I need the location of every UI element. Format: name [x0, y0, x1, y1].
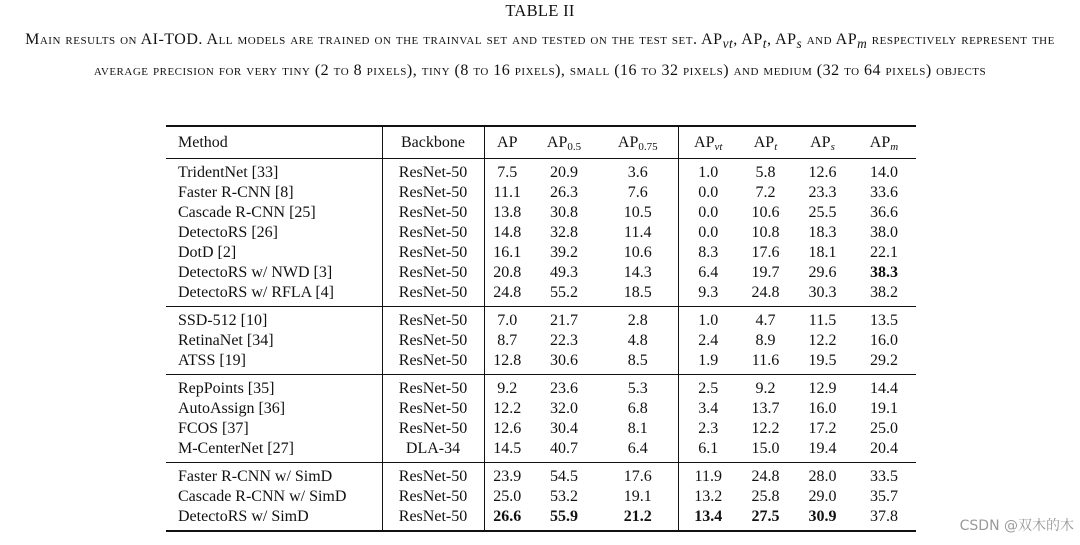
cell-apt: 10.6: [751, 204, 780, 221]
csdn-watermark: CSDN @双木的木: [959, 518, 1074, 534]
best-value: 26.6: [493, 508, 522, 525]
table-row: [166, 463, 916, 488]
cell-ap05: 22.3: [550, 332, 578, 349]
cell-backbone: ResNet-50: [382, 307, 484, 332]
cell-backbone: ResNet-50: [382, 283, 484, 307]
cell-aps: 23.3: [808, 184, 837, 201]
cell-apt: 25.8: [751, 488, 780, 505]
best-value: 38.3: [870, 264, 898, 281]
cell-backbone: ResNet-50: [382, 487, 484, 507]
cell-ap: 12.6: [493, 420, 522, 437]
cell-ap075: 8.5: [598, 351, 678, 375]
table-row: [166, 351, 916, 375]
cell-aps: 12.9: [808, 380, 837, 397]
row-group: [166, 463, 916, 532]
cell-apvt: 6.4: [698, 264, 719, 281]
cell-apt: 17.6: [751, 244, 780, 261]
header-row: [166, 126, 916, 159]
cell-ap075: 19.1: [598, 487, 678, 507]
cell-ap05: 21.7: [550, 312, 578, 329]
cell-method: ATSS [19]: [166, 351, 382, 375]
caption-sep2: , AP: [766, 31, 797, 48]
cell-ap05: 39.2: [550, 244, 578, 261]
table-caption: [4, 27, 1076, 84]
cell-backbone: ResNet-50: [382, 203, 484, 223]
cell-apm: 25.0: [870, 420, 898, 437]
cell-apm: 36.6: [870, 204, 898, 221]
cell-aps: [793, 507, 852, 531]
table-row: [166, 375, 916, 400]
cell-aps: 25.5: [808, 204, 837, 221]
caption-sub-t: t: [762, 36, 767, 52]
cell-backbone: ResNet-50: [382, 183, 484, 203]
cell-ap075: 14.3: [598, 263, 678, 283]
caption-sep3: and AP: [802, 31, 858, 48]
table-row: [166, 331, 916, 351]
cell-aps: 28.0: [808, 468, 837, 485]
cell-ap: 7.0: [497, 312, 518, 329]
cell-method: RepPoints [35]: [166, 375, 382, 400]
table-label: TABLE II: [505, 1, 575, 20]
cell-method: DetectoRS w/ SimD: [166, 507, 382, 531]
cell-apt: 5.8: [755, 164, 776, 181]
cell-apt: 8.9: [755, 332, 776, 349]
cell-ap05: 30.6: [550, 352, 578, 369]
cell-ap05: 54.5: [550, 468, 578, 485]
cell-ap: 12.8: [493, 352, 522, 369]
cell-apvt: 11.9: [694, 468, 722, 485]
cell-ap05: 32.8: [550, 224, 578, 241]
cell-ap075: 3.6: [598, 159, 678, 184]
cell-ap05: 30.8: [550, 204, 578, 221]
cell-aps: 11.5: [808, 312, 837, 329]
caption-sub-vt: vt: [722, 36, 734, 52]
cell-aps: 19.5: [808, 352, 837, 369]
cell-aps: 17.2: [808, 420, 837, 437]
cell-apt: 12.2: [751, 420, 780, 437]
caption-part1: Main results on AI-TOD. All models are trained on the trainval set and tested on the test set. AP: [25, 31, 723, 48]
cell-apvt: 3.4: [698, 400, 719, 417]
header-backbone: Backbone: [382, 126, 484, 159]
header-apt-base: AP: [753, 133, 775, 151]
cell-aps: 19.4: [808, 440, 837, 457]
cell-ap075: 18.5: [598, 283, 678, 307]
cell-ap075: [598, 507, 678, 531]
cell-ap075: 2.8: [598, 307, 678, 332]
cell-ap075: 4.8: [598, 331, 678, 351]
cell-apm: 29.2: [870, 352, 898, 369]
cell-method: SSD-512 [10]: [166, 307, 382, 332]
cell-apt: 19.7: [751, 264, 780, 281]
cell-apt: 24.8: [751, 284, 780, 301]
cell-ap05: 40.7: [550, 440, 578, 457]
cell-ap: 13.8: [493, 204, 522, 221]
cell-ap: 14.5: [493, 440, 522, 457]
caption-sub-m: m: [857, 36, 868, 52]
cell-apm: 14.4: [870, 380, 898, 397]
cell-apt: 24.8: [751, 468, 780, 485]
cell-ap: 9.2: [497, 380, 518, 397]
row-group: [166, 159, 916, 307]
cell-ap05: 49.3: [550, 264, 578, 281]
table-row: [166, 399, 916, 419]
cell-apt: 11.6: [751, 352, 780, 369]
cell-apvt: 2.3: [698, 420, 719, 437]
table-row: [166, 419, 916, 439]
table-row: [166, 183, 916, 203]
cell-apvt: 0.0: [698, 184, 719, 201]
cell-apt: 10.8: [751, 224, 780, 241]
header-apm-sub: m: [890, 140, 899, 153]
cell-ap: 23.9: [493, 468, 522, 485]
table-row: [166, 487, 916, 507]
cell-ap: [484, 507, 530, 531]
cell-apt: 4.7: [755, 312, 776, 329]
cell-ap075: 8.1: [598, 419, 678, 439]
cell-apm: 20.4: [870, 440, 898, 457]
cell-method: M-CenterNet [27]: [166, 439, 382, 463]
cell-apm: 19.1: [870, 400, 898, 417]
cell-ap05: 26.3: [550, 184, 578, 201]
table-row: [166, 203, 916, 223]
cell-apvt: 2.5: [698, 380, 719, 397]
cell-ap075: 10.5: [598, 203, 678, 223]
cell-apt: 13.7: [751, 400, 780, 417]
cell-backbone: ResNet-50: [382, 507, 484, 531]
cell-method: Cascade R-CNN [25]: [166, 203, 382, 223]
table-row: [166, 307, 916, 332]
header-apt: [738, 126, 793, 159]
cell-apvt: 1.9: [698, 352, 719, 369]
cell-method: RetinaNet [34]: [166, 331, 382, 351]
cell-aps: 18.3: [808, 224, 837, 241]
best-value: 55.9: [550, 508, 578, 525]
cell-method: DetectoRS w/ NWD [3]: [166, 263, 382, 283]
table-row: [166, 159, 916, 184]
cell-apm: 14.0: [870, 164, 898, 181]
table-row: [166, 243, 916, 263]
cell-apm: 33.6: [870, 184, 898, 201]
cell-backbone: DLA-34: [382, 439, 484, 463]
header-apm: [852, 126, 916, 159]
cell-ap05: 55.2: [550, 284, 578, 301]
cell-aps: 30.3: [808, 284, 837, 301]
cell-apm: 35.7: [870, 488, 898, 505]
cell-ap: 14.8: [493, 224, 522, 241]
cell-apm: 33.5: [870, 468, 898, 485]
header-aps-sub: s: [830, 140, 835, 153]
header-method: Method: [166, 126, 382, 159]
row-group: [166, 307, 916, 375]
cell-ap: 12.2: [493, 400, 522, 417]
cell-backbone: ResNet-50: [382, 243, 484, 263]
cell-backbone: ResNet-50: [382, 419, 484, 439]
cell-ap05: 23.6: [550, 380, 578, 397]
header-ap: AP: [497, 133, 518, 151]
table-row: [166, 507, 916, 531]
cell-aps: 18.1: [808, 244, 837, 261]
cell-apvt: 9.3: [698, 284, 719, 301]
header-ap05: [530, 126, 598, 159]
header-ap05-base: AP: [546, 133, 568, 151]
cell-apt: 9.2: [755, 380, 776, 397]
cell-ap075: 5.3: [598, 375, 678, 400]
table-row: [166, 439, 916, 463]
best-value: 21.2: [623, 508, 652, 525]
cell-apm: 38.0: [870, 224, 898, 241]
cell-aps: 12.2: [808, 332, 837, 349]
cell-ap: 11.1: [493, 184, 521, 201]
cell-apt: 7.2: [755, 184, 776, 201]
caption-sub-s: s: [796, 36, 803, 52]
cell-method: TridentNet [33]: [166, 159, 382, 184]
header-apvt: [678, 126, 738, 159]
cell-aps: 12.6: [808, 164, 837, 181]
header-ap075-base: AP: [617, 133, 639, 151]
cell-apvt: 2.4: [698, 332, 719, 349]
cell-aps: 16.0: [808, 400, 837, 417]
header-apm-base: AP: [869, 133, 891, 151]
cell-method: Faster R-CNN [8]: [166, 183, 382, 203]
cell-ap: 7.5: [497, 164, 518, 181]
cell-ap075: 7.6: [598, 183, 678, 203]
table-row: [166, 223, 916, 243]
header-ap05-sub: 0.5: [567, 140, 582, 153]
cell-method: Faster R-CNN w/ SimD: [166, 463, 382, 488]
header-apt-sub: t: [774, 140, 778, 153]
cell-aps: 29.6: [808, 264, 837, 281]
cell-ap: 24.8: [493, 284, 522, 301]
caption-sep1: , AP: [733, 31, 763, 48]
cell-backbone: ResNet-50: [382, 331, 484, 351]
cell-method: DetectoRS w/ RFLA [4]: [166, 283, 382, 307]
cell-apvt: 1.0: [698, 164, 719, 181]
cell-ap075: 17.6: [598, 463, 678, 488]
cell-apvt: 1.0: [698, 312, 719, 329]
cell-method: AutoAssign [36]: [166, 399, 382, 419]
cell-backbone: ResNet-50: [382, 399, 484, 419]
cell-apm: 22.1: [870, 244, 898, 261]
cell-ap: 8.7: [497, 332, 518, 349]
results-table: [166, 125, 916, 532]
cell-ap05: 53.2: [550, 488, 578, 505]
cell-apvt: 8.3: [698, 244, 719, 261]
cell-apt: 15.0: [751, 440, 780, 457]
cell-method: DetectoRS [26]: [166, 223, 382, 243]
header-aps: [793, 126, 852, 159]
cell-ap075: 10.6: [598, 243, 678, 263]
header-apvt-base: AP: [694, 133, 715, 151]
cell-backbone: ResNet-50: [382, 463, 484, 488]
cell-apvt: 0.0: [698, 204, 719, 221]
cell-ap05: 32.0: [550, 400, 578, 417]
cell-backbone: ResNet-50: [382, 223, 484, 243]
cell-ap05: 20.9: [550, 164, 578, 181]
cell-backbone: ResNet-50: [382, 263, 484, 283]
cell-ap075: 11.4: [598, 223, 678, 243]
cell-apvt: 0.0: [698, 224, 719, 241]
cell-apm: 38.2: [870, 284, 898, 301]
cell-ap: 16.1: [493, 244, 522, 261]
cell-ap075: 6.8: [598, 399, 678, 419]
cell-apvt: 6.1: [698, 440, 719, 457]
cell-apvt: 13.2: [694, 488, 723, 505]
header-ap075: [598, 126, 678, 159]
cell-ap05: 30.4: [550, 420, 578, 437]
cell-aps: 29.0: [808, 488, 837, 505]
cell-backbone: ResNet-50: [382, 159, 484, 184]
cell-method: FCOS [37]: [166, 419, 382, 439]
cell-apt: [738, 507, 793, 531]
header-apvt-sub: vt: [714, 140, 723, 153]
header-aps-base: AP: [810, 133, 831, 151]
best-value: 30.9: [808, 508, 837, 525]
row-group: [166, 375, 916, 463]
cell-backbone: ResNet-50: [382, 351, 484, 375]
caption-part2: respectively represent the average precision for very tiny (2 to 8 pixels), tiny (8 to 16 pixels), small (16 to 32 pixels) and medium (32 to 64 pixels) objects: [93, 31, 1055, 79]
cell-ap05: [530, 507, 598, 531]
cell-apvt: [678, 507, 738, 531]
cell-ap: 25.0: [493, 488, 522, 505]
cell-backbone: ResNet-50: [382, 375, 484, 400]
best-value: 13.4: [694, 508, 723, 525]
cell-apm: 37.8: [870, 508, 898, 525]
cell-ap: 20.8: [493, 264, 522, 281]
table-row: [166, 263, 916, 283]
cell-apm: [852, 263, 916, 283]
cell-method: DotD [2]: [166, 243, 382, 263]
cell-method: Cascade R-CNN w/ SimD: [166, 487, 382, 507]
best-value: 27.5: [751, 508, 780, 525]
cell-ap075: 6.4: [598, 439, 678, 463]
cell-apm: 13.5: [870, 312, 898, 329]
header-ap075-sub: 0.75: [638, 140, 658, 153]
cell-apm: 16.0: [870, 332, 898, 349]
table-row: [166, 283, 916, 307]
